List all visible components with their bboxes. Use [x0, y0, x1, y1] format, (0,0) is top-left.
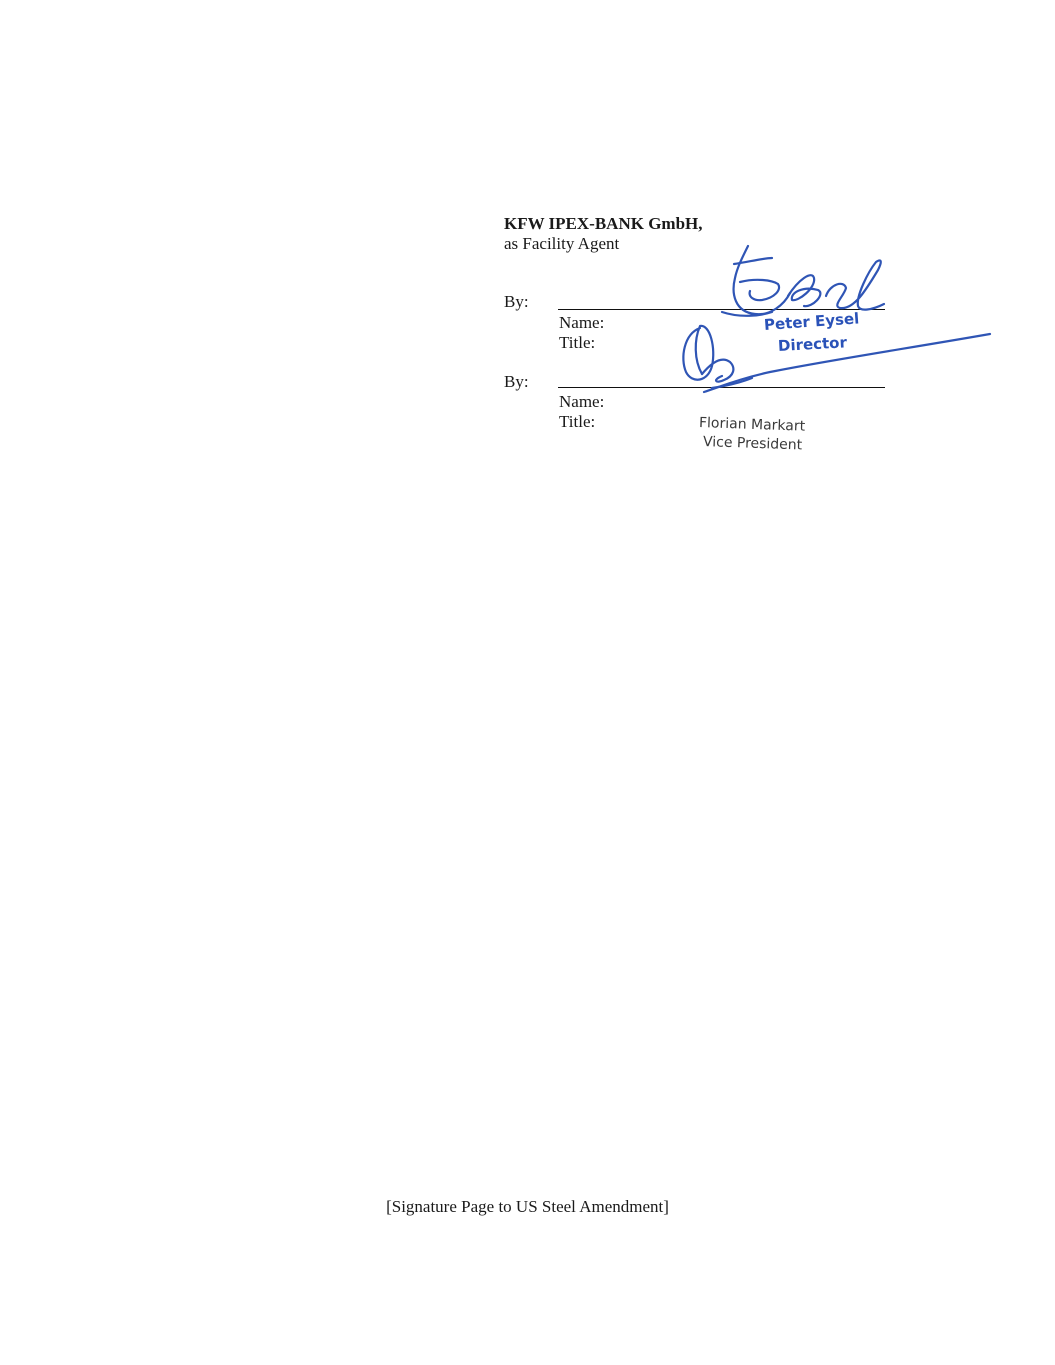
signature-2-stroke: [704, 334, 990, 392]
signature-1-stroke: [788, 275, 820, 306]
footer-caption: [Signature Page to US Steel Amendment]: [386, 1197, 669, 1216]
name-label: Name:: [559, 313, 605, 332]
title-label: Title:: [559, 412, 596, 431]
signature-2-stroke: [683, 326, 713, 380]
signature-2-stroke: [702, 360, 733, 382]
entity-capacity: as Facility Agent: [504, 234, 620, 253]
stamp-title: Vice President: [702, 434, 803, 454]
entity-name: KFW IPEX-BANK GmbH,: [504, 214, 703, 233]
stamp-name: Florian Markart: [698, 415, 806, 435]
stamp-title: Director: [777, 333, 848, 355]
by-label: By:: [504, 372, 529, 391]
signature-line: [558, 387, 885, 388]
title-label: Title:: [559, 333, 596, 352]
signature-1-stroke: [734, 246, 790, 314]
signature-1-stroke: [740, 280, 779, 300]
stamp-name: Peter Eysel: [763, 309, 860, 334]
signature-1-stroke: [734, 258, 772, 264]
name-label: Name:: [559, 392, 605, 411]
signature-block-header: [504, 214, 904, 254]
signature-1-stroke: [826, 260, 884, 309]
by-label: By:: [504, 292, 529, 311]
